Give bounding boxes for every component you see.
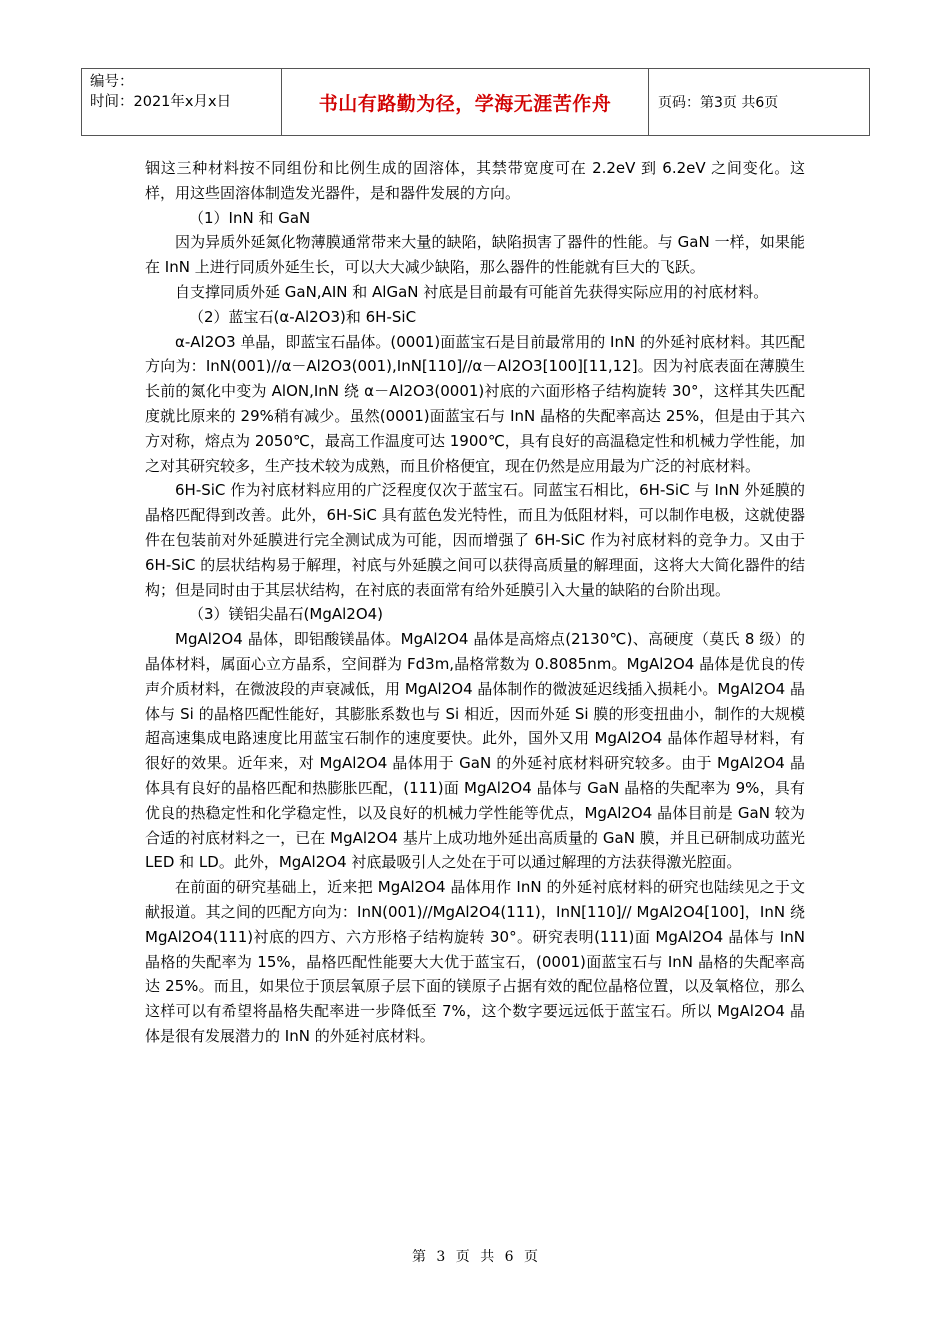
paragraph-continuation: 铟这三种材料按不同组份和比例生成的固溶体，其禁带宽度可在 2.2eV 到 6.2eV 之间变化。这样，用这些固溶体制造发光器件，是和器件发展的方向。 — [145, 159, 805, 202]
paragraph: 在前面的研究基础上，近来把 MgAl2O4 晶体用作 InN 的外延衬底材料的研究也陆续见之于文献报道。其之间的匹配方向为：InN(001)//MgAl2O4(111)，InN[110]// MgAl2O4[100]，InN 绕 MgAl2O4(111)衬底的四方、六方形格子结构旋转 30°。研究表明(111)面 MgAl2O4 晶体与 InN 晶格的失配率为 15%，晶格匹配性能要大大优于蓝宝石，(0001)面蓝宝石与 InN 晶格的失配率高达 25%。而且，如果位于顶层氧原子层下面的镁原子占据有效的配位晶格位置，以及氧格位，那么这样可以有希望将晶格失配率进一步降低至 7%，这个数字要远远低于蓝宝石。所以 MgAl2O4 晶体是很有发展潜力的 InN 的外延衬底材料。 — [145, 878, 805, 1045]
section-heading-sapphire-sic: （2）蓝宝石(α-Al2O3)和 6H-SiC — [189, 307, 417, 326]
number-label: 编号： — [90, 74, 134, 90]
date-label: 时间：2021年x月x日 — [90, 94, 232, 110]
header-page-info: 页码：第3页 共6页 — [658, 95, 779, 111]
paragraph: α-Al2O3 单晶，即蓝宝石晶体。(0001)面蓝宝石是目前最常用的 InN 的外延衬底材料。其匹配方向为：InN(001)//α－Al2O3(001),InN[110]//α－Al2O3[100][11,12]。因为衬底表面在薄膜生长前的氮化中变为 AlON,InN 绕 α－Al2O3(0001)衬底的六面形格子结构旋转 30°，这样其失匹配度就比原来的 29%稍有减少。虽然(0001)面蓝宝石与 InN 晶格的失配率高达 25%，但是由于其六方对称，熔点为 2050℃，最高工作温度可达 1900℃，具有良好的高温稳定性和机械力学性能，加之对其研究较多，生产技术较为成熟，而且价格便宜，现在仍然是应用最为广泛的衬底材料。 — [145, 332, 805, 475]
section-heading-inn-gan: （1）InN 和 GaN — [189, 208, 311, 227]
paragraph: 自支撑同质外延 GaN,AIN 和 AlGaN 衬底是目前最有可能首先获得实际应用的衬底材料。 — [175, 282, 769, 301]
section-heading-spinel: （3）镁铝尖晶石(MgAl2O4) — [189, 605, 384, 624]
paragraph: 6H-SiC 作为衬底材料应用的广泛程度仅次于蓝宝石。同蓝宝石相比，6H-SiC 与 InN 外延膜的晶格匹配得到改善。此外，6H-SiC 具有蓝色发光特性，而且为低阻材料，可以制作电极，这就使器件在包装前对外延膜进行完全测试成为可能，因而增强了 6H-SiC 作为衬底材料的竞争力。又由于 6H-SiC 的层状结构易于解理，衬底与外延膜之间可以获得高质量的解理面，这将大大简化器件的结构；但是同时由于其层状结构，在衬底的表面常有给外延膜引入大量的缺陷的台阶出现。 — [145, 481, 805, 599]
document-body — [145, 156, 805, 1049]
page-header — [81, 68, 870, 136]
header-meta — [82, 69, 282, 135]
paragraph: MgAl2O4 晶体，即铝酸镁晶体。MgAl2O4 晶体是高熔点(2130℃)、高硬度（莫氏 8 级）的晶体材料，属面心立方晶系，空间群为 Fd3m,晶格常数为 0.8085nm。MgAl2O4 晶体是优良的传声介质材料，在微波段的声衰减低，用 MgAl2O4 晶体制作的微波延迟线插入损耗小。MgAl2O4 晶体与 Si 的晶格匹配性能好，其膨胀系数也与 Si 相近，因而外延 Si 膜的形变扭曲小，制作的大规模超高速集成电路速度比用蓝宝石制作的速度要快。此外，国外又用 MgAl2O4 晶体作超导材料，有很好的效果。近年来，对 MgAl2O4 晶体用于 GaN 的外延衬底材料研究较多。由于 MgAl2O4 晶体具有良好的晶格匹配和热膨胀匹配，(111)面 MgAl2O4 晶体与 GaN 晶格的失配率为 9%，具有优良的热稳定性和化学稳定性，以及良好的机械力学性能等优点，MgAl2O4 晶体目前是 GaN 较为合适的衬底材料之一，已在 MgAl2O4 基片上成功地外延出高质量的 GaN 膜，并且已研制成功蓝光 LED 和 LD。此外，MgAl2O4 衬底最吸引人之处在于可以通过解理的方法获得激光腔面。 — [145, 630, 805, 872]
header-motto: 书山有路勤为径，学海无涯苦作舟 — [282, 69, 649, 135]
page-footer: 第 3 页 共 6 页 — [411, 1249, 539, 1265]
paragraph: 因为异质外延氮化物薄膜通常带来大量的缺陷，缺陷损害了器件的性能。与 GaN 一样，如果能在 InN 上进行同质外延生长，可以大大减少缺陷，那么器件的性能就有巨大的飞跃。 — [145, 233, 805, 277]
